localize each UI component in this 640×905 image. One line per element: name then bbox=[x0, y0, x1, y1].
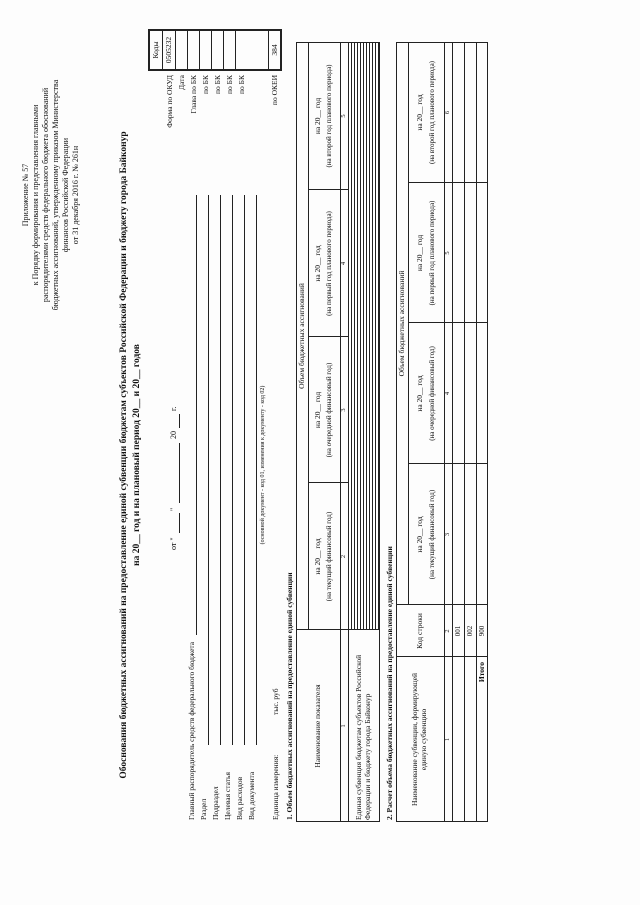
podrazdel-label: Подраздел bbox=[211, 786, 220, 820]
s1-col4-sub: (на первый год планового периода) bbox=[324, 211, 333, 316]
appendix-line-4: бюджетных ассигнований, утвержденному приказом Министерства bbox=[51, 79, 60, 311]
s1-num-3: 3 bbox=[340, 408, 348, 412]
appendix-line-1: Приложение № 57 bbox=[21, 163, 30, 227]
s2-row-code-2: 002 bbox=[465, 625, 474, 637]
s1-col2-sub: (на текущий финансовый год) bbox=[324, 511, 333, 602]
okei-code: 384 bbox=[270, 44, 279, 56]
s2-col-group: Объем бюджетных ассигнований bbox=[396, 270, 406, 377]
codes-divider bbox=[187, 29, 188, 71]
codes-divider bbox=[162, 29, 163, 71]
s1-num-1: 1 bbox=[340, 724, 348, 728]
date-year-prefix: 20 bbox=[169, 431, 178, 439]
codes-divider bbox=[235, 29, 236, 71]
s2-col4-sub: (на очередной финансовый год) bbox=[427, 346, 436, 441]
csr-field[interactable] bbox=[232, 195, 233, 745]
s2-col3-year: на 20__ год bbox=[414, 516, 424, 553]
codes-divider bbox=[175, 29, 176, 71]
s1-col-name: Наименование показателя bbox=[312, 684, 322, 768]
s2-col-name: Наименование субвенции, формирующей единую субвенцию bbox=[410, 672, 428, 807]
codes-header: Коды bbox=[151, 41, 160, 59]
s1-hatched-values bbox=[349, 43, 379, 629]
s2-total-label: Итого bbox=[476, 662, 486, 683]
s2-num-6: 6 bbox=[444, 110, 452, 115]
vr-field[interactable] bbox=[244, 195, 245, 745]
date-label: Дата bbox=[177, 75, 186, 90]
s2-num-5: 5 bbox=[444, 251, 452, 255]
date-year-line bbox=[179, 414, 180, 428]
s2-row-code-1: 001 bbox=[453, 625, 462, 637]
s1-col3-sub: (на очередной финансовый год) bbox=[324, 362, 333, 458]
bk-label-3: по БК bbox=[225, 75, 234, 94]
unit-value: тыс. руб bbox=[271, 688, 280, 715]
csr-label: Целевая статья bbox=[223, 772, 232, 820]
date-day-line bbox=[179, 513, 180, 533]
s2-num-4: 4 bbox=[444, 391, 452, 396]
s2-col6-sub: (на второй год планового периода) bbox=[427, 60, 436, 165]
date-mid: " bbox=[169, 507, 178, 511]
codes-divider bbox=[211, 29, 212, 71]
codes-divider bbox=[268, 29, 269, 71]
doc-type-label: Вид документа bbox=[247, 771, 256, 820]
s2-col5-year: на 20__ год bbox=[414, 234, 424, 272]
s1-col5-year: на 20__ год bbox=[312, 97, 322, 135]
appendix-line-6: от 31 декабря 2016 г. № 261н bbox=[71, 145, 80, 245]
glava-label: Глава по БК bbox=[189, 75, 198, 114]
razdel-field[interactable] bbox=[208, 195, 209, 745]
s2-col6-year: на 20__ год bbox=[414, 94, 424, 131]
s1-row-label: Единая субвенция бюджетам субъектов Российской Федерации и бюджету города Байконур bbox=[354, 654, 372, 820]
date-month-line bbox=[179, 443, 180, 503]
s2-num-1: 1 bbox=[444, 737, 452, 742]
s1-col2-year: на 20__ год bbox=[312, 538, 322, 575]
okud-label: Форма по ОКУД bbox=[165, 75, 174, 128]
s2-row-code-3: 900 bbox=[477, 625, 486, 637]
s1-num-2: 2 bbox=[340, 554, 348, 559]
s1-num-5: 5 bbox=[340, 114, 348, 118]
okei-label: по ОКЕИ bbox=[270, 75, 279, 106]
doc-type-note: (основной документ - код 01, изменения к документу - код 02) bbox=[260, 385, 266, 545]
razdel-label: Раздел bbox=[199, 798, 208, 820]
bk-label-1: по БК bbox=[201, 75, 210, 94]
appendix-line-5: финансов Российской Федерации bbox=[61, 137, 70, 253]
s2-col4-year: на 20__ год bbox=[414, 375, 424, 412]
form-title: Обоснования бюджетных ассигнований на предоставление единой субвенции бюджетам субъектов Российской Федерации и бюджету города Байконур bbox=[119, 131, 129, 779]
bk-label-2: по БК bbox=[213, 75, 222, 94]
s1-col3-year: на 20__ год bbox=[312, 391, 322, 429]
s1-col5-sub: (на второй год планового периода) bbox=[324, 64, 333, 168]
s2-num-3: 3 bbox=[444, 532, 452, 537]
form-code: 0505232 bbox=[164, 36, 173, 64]
form-subtitle: на 20__ год и на плановый период 20__ и 20__ годов bbox=[132, 344, 142, 566]
s2-num-2: 2 bbox=[444, 629, 452, 633]
podrazdel-field[interactable] bbox=[220, 195, 221, 745]
appendix-line-3: распорядителями средств федерального бюджета обоснований bbox=[41, 87, 50, 303]
codes-divider bbox=[199, 29, 200, 71]
codes-divider bbox=[223, 29, 224, 71]
vr-label: Вид расходов bbox=[235, 776, 244, 820]
date-year-suffix: г. bbox=[169, 406, 178, 411]
s2-col5-sub: (на первый год планового периода) bbox=[427, 200, 436, 306]
doc-type-field[interactable] bbox=[256, 195, 257, 745]
section1-title: 1. Объем бюджетных ассигнований на предоставление единой субвенции bbox=[285, 572, 294, 820]
bk-label-4: по БК bbox=[237, 75, 246, 94]
section2-title: 2. Расчет объема бюджетных ассигнований на предоставление единой субвенции bbox=[385, 546, 394, 820]
grbs-field[interactable] bbox=[196, 195, 197, 635]
s1-col-group: Объем бюджетных ассигнований bbox=[296, 283, 306, 389]
s1-num-4: 4 bbox=[340, 261, 348, 266]
appendix-line-2: к Порядку формирования и представления главными bbox=[31, 104, 40, 286]
grbs-label: Главный распорядитель средств федерального бюджета bbox=[187, 641, 196, 820]
s2-col-code: Код строки bbox=[414, 613, 424, 649]
s2-col3-sub: (на текущий финансовый год) bbox=[427, 489, 436, 580]
date-prefix: от " bbox=[169, 537, 178, 550]
s1-col4-year: на 20__ год bbox=[312, 245, 322, 282]
unit-label: Единица измерения: bbox=[271, 754, 280, 820]
